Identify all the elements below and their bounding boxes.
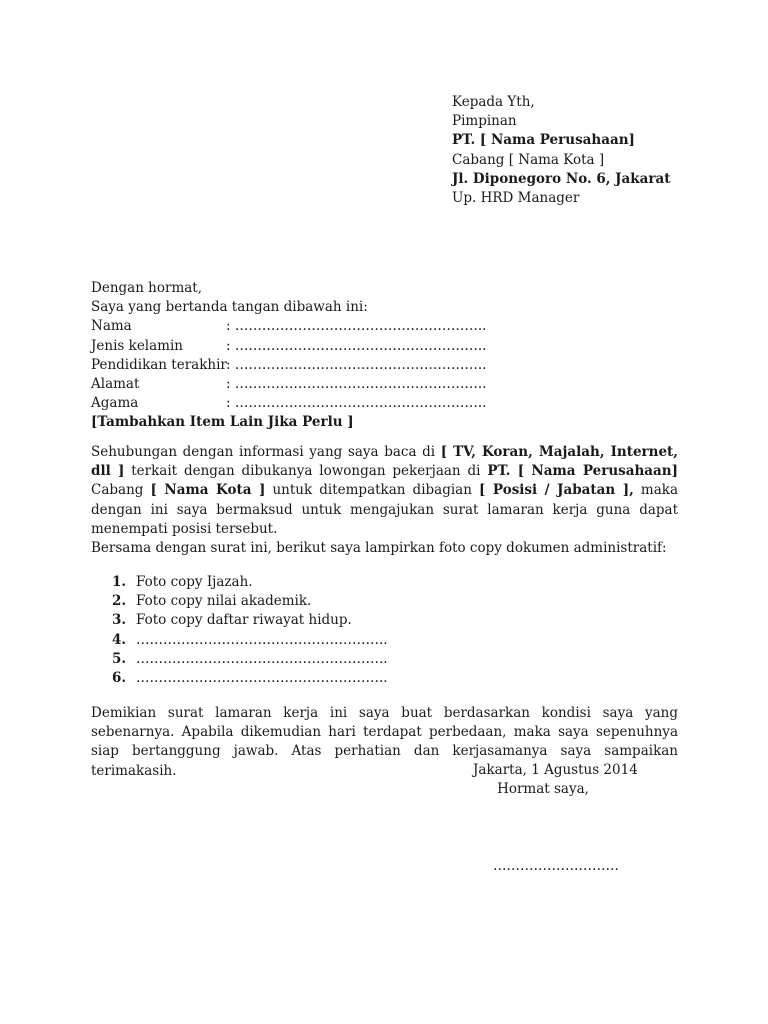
list-number: 4. xyxy=(112,631,127,648)
list-text: ……………………………………………….. xyxy=(136,670,388,687)
field-blank: : ……………………………………………….. xyxy=(226,337,487,354)
field-row-pendidikan xyxy=(91,356,681,375)
recipient-title: Pimpinan xyxy=(452,113,517,130)
body-paragraph-attachments: Bersama dengan surat ini, berikut saya lampirkan foto copy dokumen administratif: xyxy=(91,540,667,556)
text-run: untuk ditempatkan dibagian xyxy=(265,482,480,499)
list-item xyxy=(112,650,388,669)
signature-block xyxy=(473,761,638,799)
field-row-alamat xyxy=(91,375,681,394)
list-text: Foto copy Ijazah. xyxy=(136,574,253,590)
text-run: Sehubungan dengan informasi yang saya baca di xyxy=(91,444,441,460)
field-blank: : ……………………………………………….. xyxy=(226,318,487,335)
text-run: Cabang xyxy=(91,482,151,499)
list-number: 2. xyxy=(112,593,127,610)
list-item xyxy=(112,611,388,630)
recipient-street: Jl. Diponegoro No. 6, Jakarat xyxy=(452,170,671,187)
closing-paragraph: Demikian surat lamaran kerja ini saya buat berdasarkan kondisi saya yang sebenarnya. Apabila dikemudian hari terdapat perbedaan, maka saya sepenuhnya siap bertanggung jawab. Atas perhatian dan kerjasamanya saya sampaikan terimakasih. xyxy=(91,705,678,779)
list-number: 1. xyxy=(112,574,127,590)
field-label: Agama xyxy=(91,395,139,412)
list-text: ……………………………………………….. xyxy=(136,631,388,648)
list-number: 5. xyxy=(112,650,127,667)
applicant-identity-block xyxy=(91,279,681,433)
signature-name-line: ………………………. xyxy=(493,858,619,874)
text-run: maka dengan ini saya bermaksud untuk mengajukan surat lamaran kerja guna dapat menempati posisi tersebut. xyxy=(91,482,679,537)
list-item xyxy=(112,592,388,611)
list-text: ……………………………………………….. xyxy=(136,650,388,667)
place-date: Jakarta, 1 Agustus 2014 xyxy=(473,762,638,778)
body-paragraph-application xyxy=(91,443,678,539)
field-label: Alamat xyxy=(91,376,140,393)
recipient-greeting: Kepada Yth, xyxy=(452,94,535,110)
list-text: Foto copy nilai akademik. xyxy=(136,593,312,610)
identity-intro: Saya yang bertanda tangan dibawah ini: xyxy=(91,299,368,316)
field-blank: : ……………………………………………….. xyxy=(226,395,487,412)
attachment-list xyxy=(112,573,388,688)
list-item xyxy=(112,631,388,650)
recipient-attention: Up. HRD Manager xyxy=(452,190,580,207)
company-placeholder: PT. [ Nama Perusahaan] xyxy=(487,463,678,480)
list-item xyxy=(112,573,388,592)
list-item xyxy=(112,669,388,688)
city-placeholder: [ Nama Kota ] xyxy=(150,482,266,499)
salutation: Dengan hormat, xyxy=(91,280,203,296)
list-number: 6. xyxy=(112,670,127,687)
recipient-company: PT. [ Nama Perusahaan] xyxy=(452,132,635,149)
recipient-branch: Cabang [ Nama Kota ] xyxy=(452,151,605,168)
list-text: Foto copy daftar riwayat hidup. xyxy=(136,612,352,629)
field-label: Pendidikan terakhir xyxy=(91,356,227,373)
field-blank: : ……………………………………………….. xyxy=(226,356,487,373)
field-row-agama xyxy=(91,394,681,413)
field-row-jenis-kelamin xyxy=(91,337,681,356)
field-blank: : ……………………………………………….. xyxy=(226,376,487,393)
closing-salutation: Hormat saya, xyxy=(497,781,589,798)
field-label: Jenis kelamin xyxy=(91,337,183,354)
field-row-nama xyxy=(91,317,681,336)
text-run: terkait dengan dibukanya lowongan pekerjaan di xyxy=(124,463,488,480)
extra-items-note: [Tambahkan Item Lain Jika Perlu ] xyxy=(91,414,354,431)
field-label: Nama xyxy=(91,318,132,335)
recipient-address-block xyxy=(452,93,671,208)
position-placeholder: [ Posisi / Jabatan ], xyxy=(479,482,634,499)
media-placeholder: [ TV, Koran, Majalah, Internet, dll ] xyxy=(91,444,678,480)
list-number: 3. xyxy=(112,612,127,629)
